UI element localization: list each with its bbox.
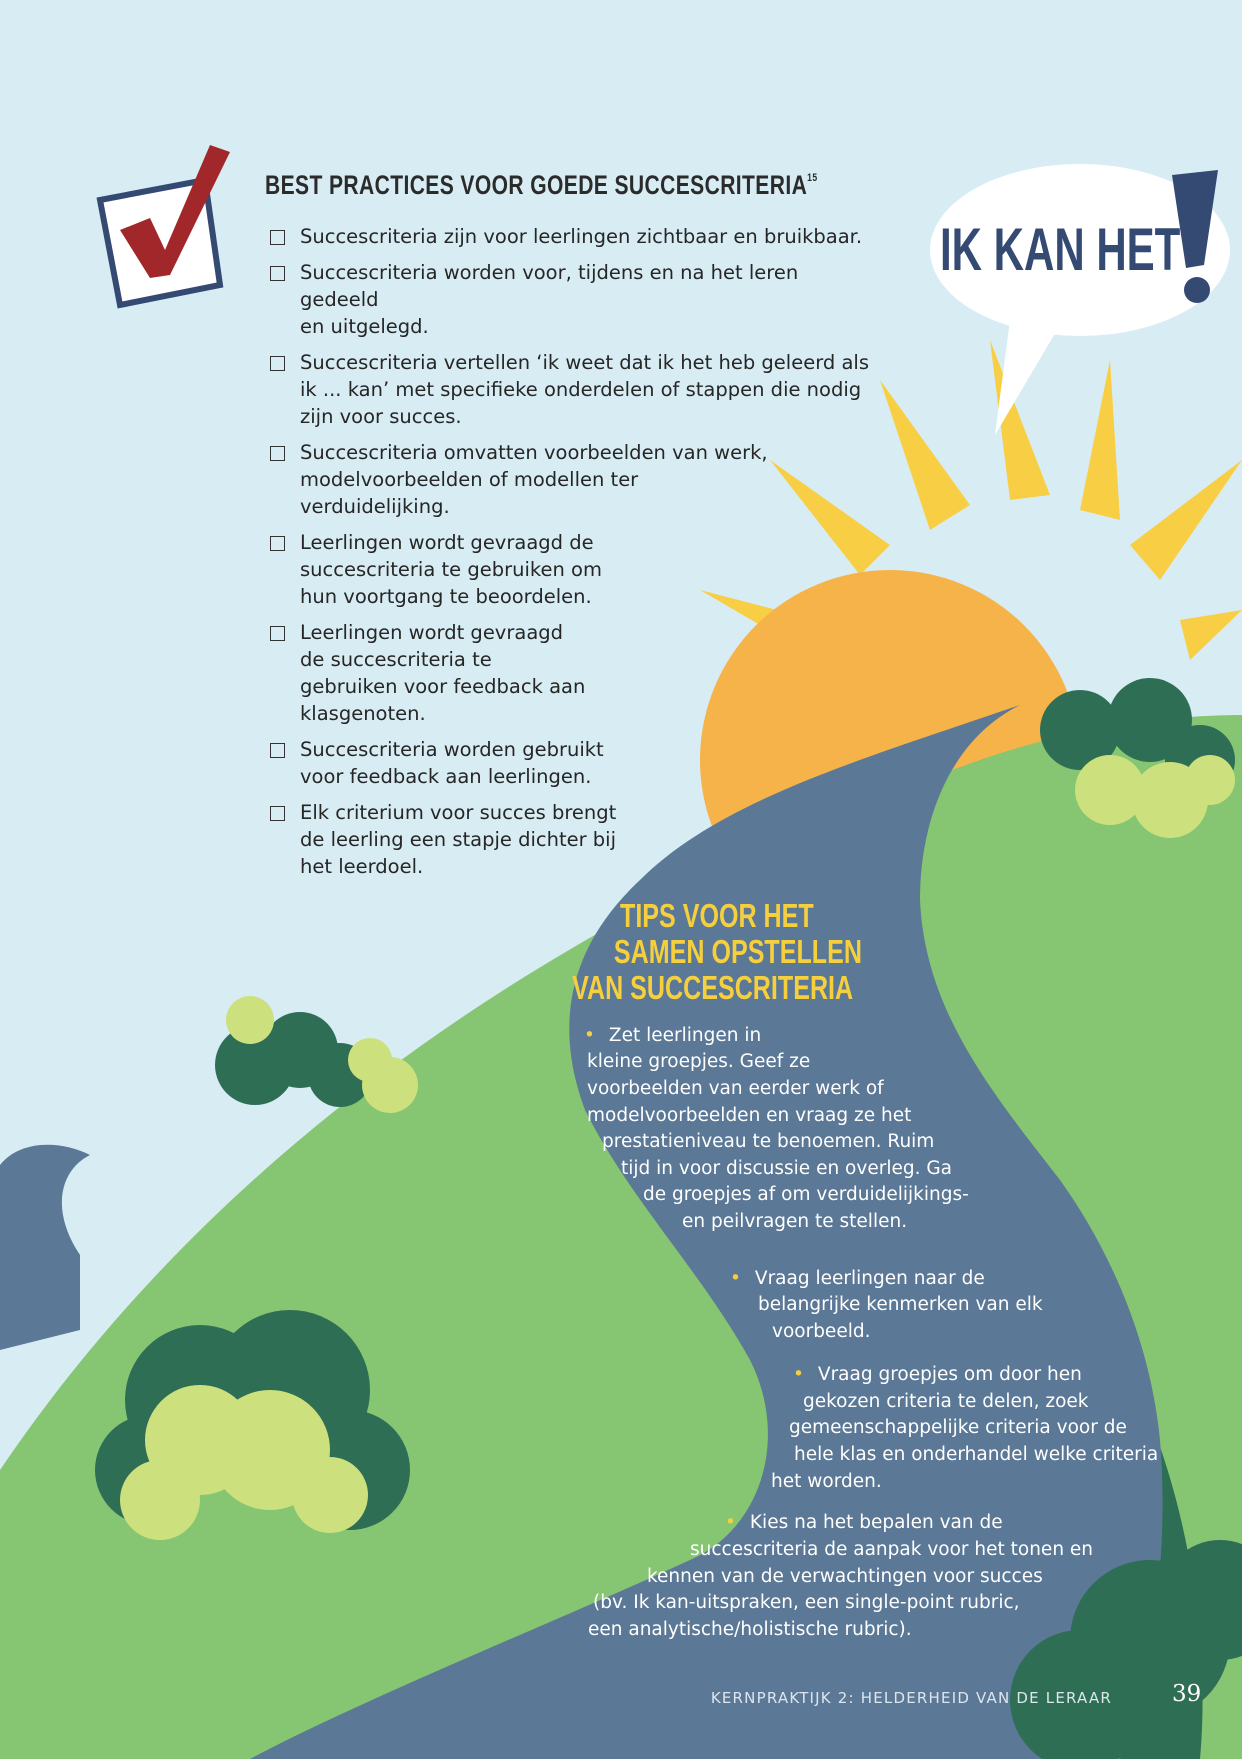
tip-item-line <box>621 1156 952 1182</box>
tip-item-line <box>587 1076 884 1102</box>
tip-text: gemeenschappelijke criteria voor de <box>789 1417 1127 1438</box>
tip-text: de groepjes af om verduidelijkings- <box>643 1184 969 1205</box>
footnote-marker: 15 <box>807 172 818 184</box>
checklist-item <box>270 259 870 340</box>
checkbox-icon <box>270 266 285 281</box>
tip-text: belangrijke kenmerken van elk <box>758 1294 1043 1315</box>
checklist-item-line: ik ... kan’ met specifieke onderdelen of stappen die nodig <box>300 378 862 401</box>
checklist-item-line: Succescriteria worden voor, tijdens en na het leren gedeeld <box>300 261 799 311</box>
tip-item-line <box>803 1389 1089 1415</box>
checklist-item-line: voor feedback aan leerlingen. <box>300 765 592 788</box>
checklist-item-line: Elk criterium voor succes brengt <box>300 801 617 824</box>
checklist-item-line: modelvoorbeelden of modellen ter <box>300 468 639 491</box>
tip-text: Vraag groepjes om door hen <box>817 1364 1082 1385</box>
tip-text: Kies na het bepalen van de <box>749 1512 1003 1533</box>
checklist-item <box>270 439 870 520</box>
checklist-item-line: succescriteria te gebruiken om <box>300 558 602 581</box>
tip-item-line <box>789 1415 1127 1441</box>
tips-title-line: TIPS VOOR HET <box>620 897 814 934</box>
checklist-item <box>270 529 870 610</box>
bullet-icon: • <box>584 1025 595 1046</box>
checklist-item <box>270 736 870 790</box>
tip-text: kleine groepjes. Geef ze <box>587 1051 811 1072</box>
checklist-item-line: Succescriteria vertellen ‘ik weet dat ik het heb geleerd als <box>300 351 869 374</box>
tip-text: voorbeelden van eerder werk of <box>587 1078 884 1099</box>
checkbox-icon <box>270 356 285 371</box>
tip-item-line <box>682 1209 907 1235</box>
checklist-item-line: klasgenoten. <box>300 702 426 725</box>
tip-text: prestatieniveau te benoemen. Ruim <box>602 1131 935 1152</box>
bullet-icon: • <box>793 1364 804 1385</box>
checkbox-icon <box>270 446 285 461</box>
checklist-item-line: de leerling een stapje dichter bij <box>300 828 617 851</box>
best-practices-title: BEST PRACTICES VOOR GOEDE SUCCESCRITERIA$^{15}$ <box>265 170 818 200</box>
tip-item-line <box>587 1103 911 1129</box>
tip-item-start <box>730 1266 985 1292</box>
checklist-item-line: Succescriteria zijn voor leerlingen zichtbaar en bruikbaar. <box>300 225 863 248</box>
checklist-item <box>270 619 870 727</box>
checklist-item-line: Leerlingen wordt gevraagd de <box>300 531 594 554</box>
checklist-item-line: verduidelijking. <box>300 495 450 518</box>
checkbox-icon <box>270 230 285 245</box>
tip-item-line <box>690 1537 1093 1563</box>
tip-text: hele klas en onderhandel welke criteria <box>794 1444 1159 1465</box>
checkbox-icon <box>270 743 285 758</box>
tip-item-line <box>593 1590 1020 1616</box>
speech-bubble-text: IK KAN HET <box>940 216 1181 283</box>
tip-text: een analytische/holistische rubric). <box>588 1619 912 1640</box>
checklist-item-line: en uitgelegd. <box>300 315 429 338</box>
best-practices-list <box>270 223 870 889</box>
tip-text: succescriteria de aanpak voor het tonen en <box>690 1539 1094 1560</box>
checklist-item <box>270 799 870 880</box>
tips-title-line: VAN SUCCESCRITERIA <box>572 969 854 1006</box>
checklist-item-line: hun voortgang te beoordelen. <box>300 585 592 608</box>
checkbox-icon <box>270 536 285 551</box>
tip-item-start <box>725 1510 1003 1536</box>
tip-text: kennen van de verwachtingen voor succes <box>647 1566 1043 1587</box>
tip-text: tijd in voor discussie en overleg. Ga <box>621 1158 953 1179</box>
tip-item-line <box>771 1469 882 1495</box>
checklist-item-line: zijn voor succes. <box>300 405 462 428</box>
page-number: 39 <box>1172 1681 1202 1707</box>
checklist-item <box>270 223 870 250</box>
tip-text: gekozen criteria te delen, zoek <box>803 1391 1089 1412</box>
running-head: KERNPRAKTIJK 2: HELDERHEID VAN DE LERAAR <box>710 1689 1112 1707</box>
bullet-icon: • <box>725 1512 736 1533</box>
checklist-item-line: de succescriteria te <box>300 648 492 671</box>
tip-text: Vraag leerlingen naar de <box>754 1268 985 1289</box>
tip-item-line <box>588 1617 912 1643</box>
tip-text: Zet leerlingen in <box>608 1025 762 1046</box>
tip-item-line <box>794 1442 1158 1468</box>
tip-item-line <box>647 1564 1043 1590</box>
tip-text: en peilvragen te stellen. <box>682 1211 908 1232</box>
tip-item-start <box>793 1362 1082 1388</box>
tip-text: het worden. <box>771 1471 882 1492</box>
checklist-item-line: Succescriteria worden gebruikt <box>300 738 604 761</box>
checklist-item <box>270 349 870 430</box>
checklist-item-line: het leerdoel. <box>300 855 424 878</box>
checklist-item-line: gebruiken voor feedback aan <box>300 675 586 698</box>
tips-title <box>572 897 862 1006</box>
tips-title-line: SAMEN OPSTELLEN <box>613 933 862 970</box>
checklist-item-line: Succescriteria omvatten voorbeelden van werk, <box>300 441 768 464</box>
tip-item-line <box>587 1049 810 1075</box>
checklist-item-line: Leerlingen wordt gevraagd <box>300 621 564 644</box>
tip-item-line <box>758 1292 1043 1318</box>
bullet-icon: • <box>730 1268 741 1289</box>
tip-item-line <box>602 1129 934 1155</box>
checkbox-icon <box>270 626 285 641</box>
checkbox-icon <box>270 806 285 821</box>
tip-text: (bv. Ik kan-uitspraken, een single-point rubric, <box>593 1592 1020 1613</box>
tip-item-start <box>584 1023 761 1049</box>
tip-text: voorbeeld. <box>772 1321 871 1342</box>
tip-item-line <box>772 1319 870 1345</box>
tip-item-line <box>643 1182 969 1208</box>
tip-text: modelvoorbeelden en vraag ze het <box>587 1105 912 1126</box>
